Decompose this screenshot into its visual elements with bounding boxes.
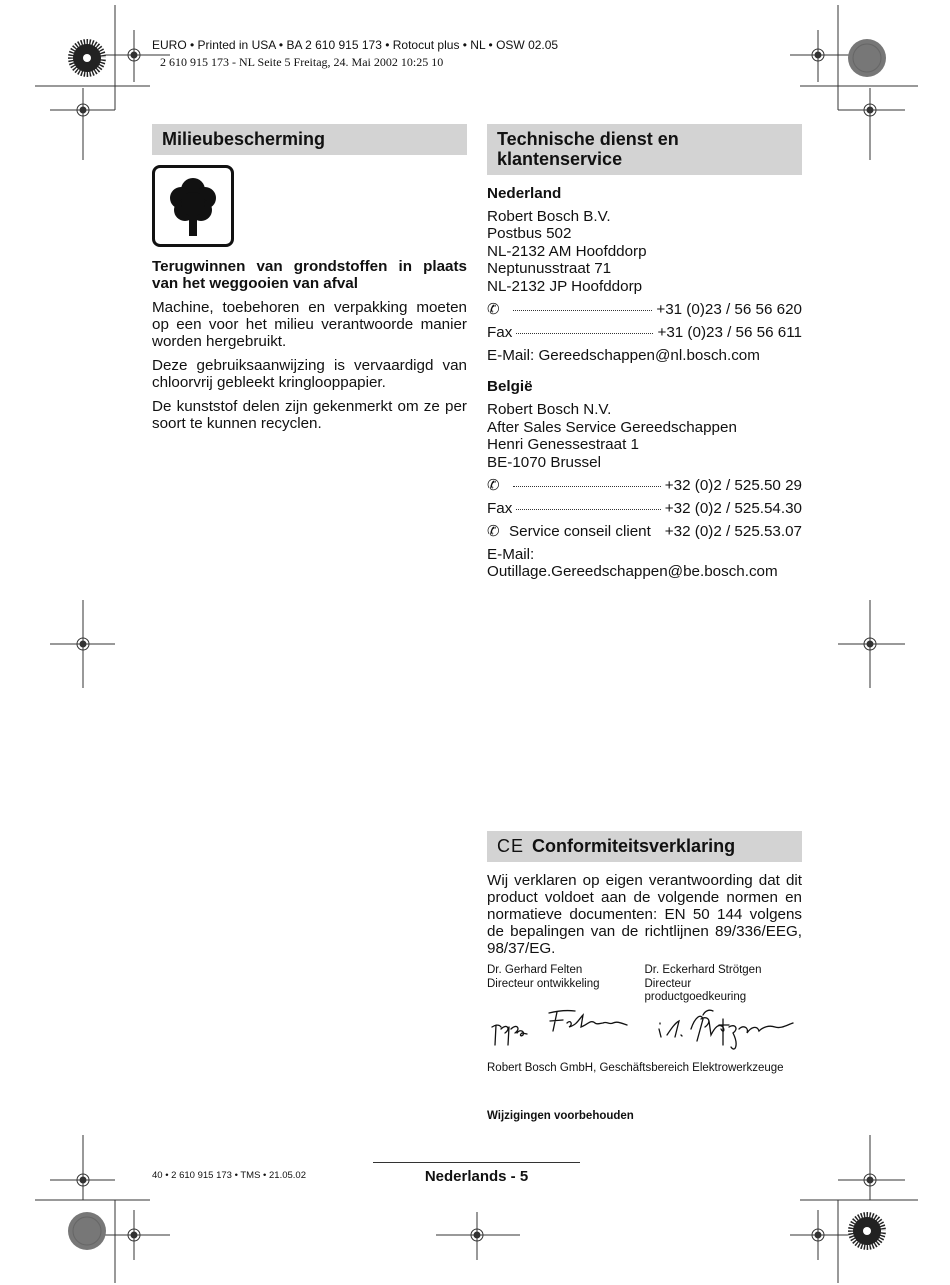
- address-line: Robert Bosch N.V.: [487, 401, 612, 419]
- phone-row-nl: [487, 301, 802, 318]
- changes-reserved-note: Wijzigingen voorbehouden: [487, 1110, 634, 1122]
- country-nl: Nederland: [487, 185, 562, 202]
- conformity-text: Wij verklaren op eigen verantwoording dat dit product voldoet aan de volgende normen en normatieve documenten: EN 50 144 volgens de bepalingen van de richtlijnen 89/336/EEG, 98/37/EG.: [487, 872, 802, 957]
- signatories: [487, 964, 802, 1005]
- address-line: Robert Bosch B.V.: [487, 208, 611, 225]
- conformity-section: [487, 831, 802, 1075]
- address-nl: [487, 208, 802, 295]
- fax-label: Fax: [487, 324, 513, 342]
- email-line: E-Mail: Gereedschappen@nl.bosch.com: [487, 347, 760, 365]
- section-title-line: Technische dienst en: [497, 129, 679, 149]
- phone-row-be: [487, 477, 802, 494]
- address-line: NL-2132 AM Hoofddorp: [487, 242, 647, 260]
- fax-label: Fax: [487, 500, 513, 518]
- phone-number: +32 (0)2 / 525.50 29: [664, 477, 802, 495]
- handwritten-signatures: [487, 1005, 802, 1061]
- environment-paragraph: Deze gebruiksaanwijzing is vervaardigd van chloorvrij gebleekt kringlooppapier.: [152, 357, 467, 391]
- phone-number: +31 (0)23 / 56 56 620: [656, 301, 802, 319]
- address-line: Postbus 502: [487, 225, 572, 243]
- section-title-line: klantenservice: [497, 149, 623, 169]
- signer-role: productgoedkeuring: [644, 991, 747, 1003]
- section-title: Milieubescherming: [152, 124, 467, 155]
- phone-icon: ✆: [487, 301, 500, 319]
- email-label: E-Mail:: [487, 546, 535, 564]
- email-line: Outillage.Gereedschappen@be.bosch.com: [487, 563, 778, 581]
- environment-paragraph: Machine, toebehoren en verpakking moeten op een voor het milieu verantwoorde manier worden hergebruikt.: [152, 299, 467, 350]
- email-be: [487, 546, 802, 581]
- fax-row-nl: [487, 324, 802, 341]
- fax-number: +32 (0)2 / 525.54.30: [664, 500, 802, 518]
- print-header-line1: EURO • Printed in USA • BA 2 610 915 173 • Rotocut plus • NL • OSW 02.05: [152, 38, 559, 52]
- print-header-line2: 2 610 915 173 - NL Seite 5 Freitag, 24. Mai 2002 10:25 10: [160, 55, 444, 69]
- address-line: NL-2132 JP Hoofddorp: [487, 277, 643, 295]
- signer-role: Directeur ontwikkeling: [487, 977, 600, 990]
- fax-number: +31 (0)23 / 56 56 611: [657, 324, 802, 342]
- address-line: Henri Genessestraat 1: [487, 436, 639, 454]
- ce-mark-icon: CE: [497, 836, 525, 856]
- environment-subtitle: Terugwinnen van grondstoffen in plaats van het weggooien van afval: [152, 258, 467, 292]
- section-title: [487, 831, 802, 862]
- service-section: [487, 124, 802, 581]
- environment-paragraph: De kunststof delen zijn gekenmerkt om ze per soort te kunnen recyclen.: [152, 398, 467, 432]
- country-be: België: [487, 378, 533, 396]
- signer-name: Dr. Gerhard Felten: [487, 964, 583, 976]
- environment-section: [152, 124, 467, 439]
- email-nl: [487, 347, 802, 364]
- address-line: BE-1070 Brussel: [487, 453, 601, 471]
- phone-icon: ✆: [487, 523, 500, 541]
- tree-icon: [152, 165, 234, 247]
- phone-icon: ✆: [487, 477, 500, 495]
- fax-row-be: [487, 500, 802, 517]
- service-number: +32 (0)2 / 525.53.07: [664, 523, 802, 541]
- service-label: Service conseil client: [509, 523, 651, 541]
- company-line: Robert Bosch GmbH, Geschäftsbereich Elektrowerkzeuge: [487, 1061, 784, 1074]
- signer-role: Directeur: [644, 977, 692, 990]
- address-line: After Sales Service Gereedschappen: [487, 418, 737, 436]
- page-number: Nederlands - 5: [373, 1162, 580, 1185]
- service-row-be: [487, 523, 802, 540]
- footer-code: 40 • 2 610 915 173 • TMS • 21.05.02: [152, 1170, 306, 1181]
- address-be: [487, 401, 802, 471]
- address-line: Neptunusstraat 71: [487, 260, 612, 278]
- signer-name: Dr. Eckerhard Strötgen: [644, 964, 762, 976]
- section-title: [487, 124, 802, 175]
- conformity-title: Conformiteitsverklaring: [532, 836, 736, 856]
